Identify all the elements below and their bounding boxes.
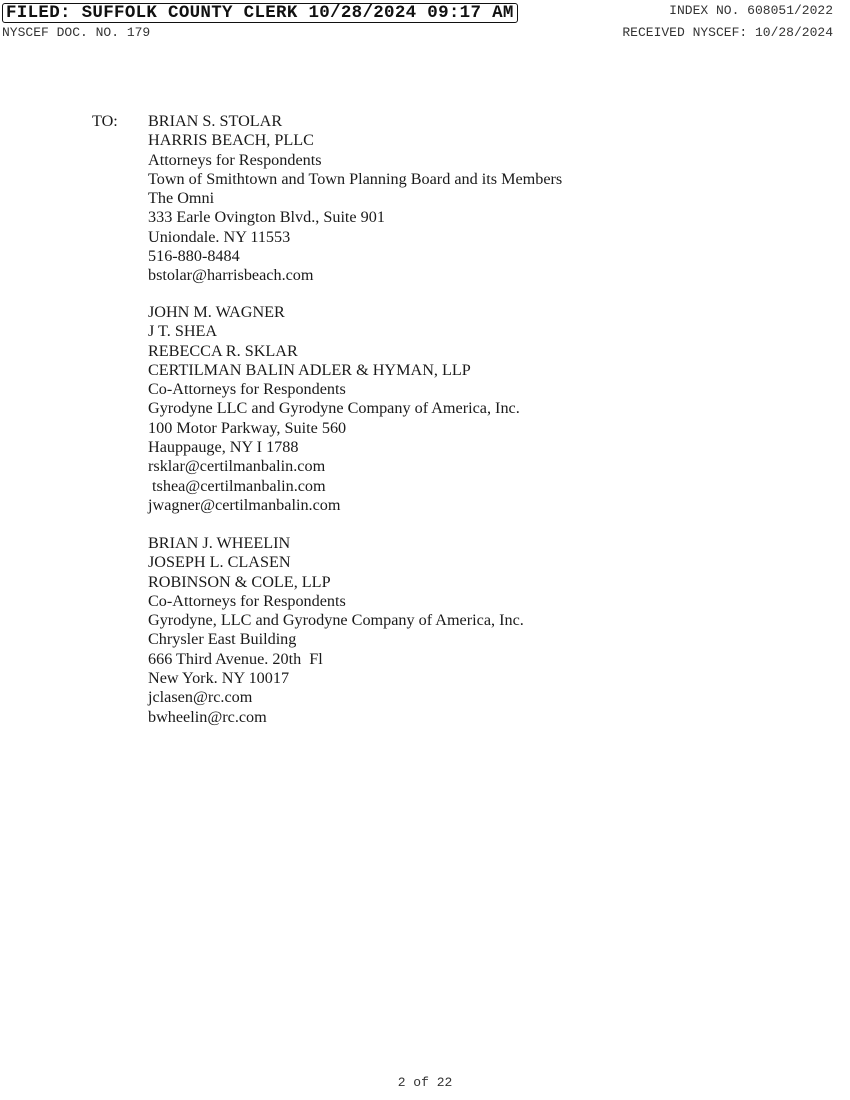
address-line: New York. NY 10017 <box>148 669 290 688</box>
address-line: 333 Earle Ovington Blvd., Suite 901 <box>148 208 385 227</box>
address-line: Town of Smithtown and Town Planning Board and its Members <box>148 169 563 188</box>
address-line: Uniondale. NY 11553 <box>148 227 291 246</box>
address-line: ROBINSON & COLE, LLP <box>148 572 331 591</box>
address-line: jwagner@certilmanbalin.com <box>148 495 341 514</box>
address-line: 666 Third Avenue. 20th Fl <box>148 649 323 668</box>
address-line: Co-Attorneys for Respondents <box>148 591 346 610</box>
address-line: Attorneys for Respondents <box>148 150 322 169</box>
address-line: 100 Motor Parkway, Suite 560 <box>148 418 347 437</box>
address-line: J T. SHEA <box>148 322 218 341</box>
page-number: 2 of 22 <box>397 1075 453 1090</box>
address-line: BRIAN S. STOLAR <box>148 112 283 130</box>
address-line: BRIAN J. WHEELIN <box>148 534 291 552</box>
addressee-block-1 <box>148 112 562 286</box>
address-line: Gyrodyne, LLC and Gyrodyne Company of America, Inc. <box>148 611 524 630</box>
address-line: Chrysler East Building <box>148 630 297 649</box>
address-line: jclasen@rc.com <box>148 688 253 707</box>
address-line: bstolar@harrisbeach.com <box>148 266 314 285</box>
addressee-block-2 <box>148 303 520 515</box>
address-line: tshea@certilmanbalin.com <box>148 476 326 495</box>
address-line: JOSEPH L. CLASEN <box>148 553 291 572</box>
address-line: JOHN M. WAGNER <box>148 303 285 321</box>
address-line: HARRIS BEACH, PLLC <box>148 131 314 150</box>
address-line: Hauppauge, NY I 1788 <box>148 438 299 457</box>
address-line: REBECCA R. SKLAR <box>148 341 298 360</box>
index-number: INDEX NO. 608051/2022 <box>669 3 833 18</box>
address-line: bwheelin@rc.com <box>148 707 267 726</box>
address-line: CERTILMAN BALIN ADLER & HYMAN, LLP <box>148 360 471 379</box>
to-label: TO: <box>92 112 118 130</box>
filed-stamp: FILED: SUFFOLK COUNTY CLERK 10/28/2024 09:17 AM <box>2 3 518 23</box>
nyscef-doc-number: NYSCEF DOC. NO. 179 <box>2 25 151 40</box>
address-line: The Omni <box>148 189 215 208</box>
address-line: 516-880-8484 <box>148 247 240 266</box>
received-date: RECEIVED NYSCEF: 10/28/2024 <box>622 25 833 40</box>
address-line: Co-Attorneys for Respondents <box>148 380 346 399</box>
address-line: rsklar@certilmanbalin.com <box>148 457 326 476</box>
address-line: Gyrodyne LLC and Gyrodyne Company of America, Inc. <box>148 399 520 418</box>
addressee-block-3 <box>148 534 524 727</box>
